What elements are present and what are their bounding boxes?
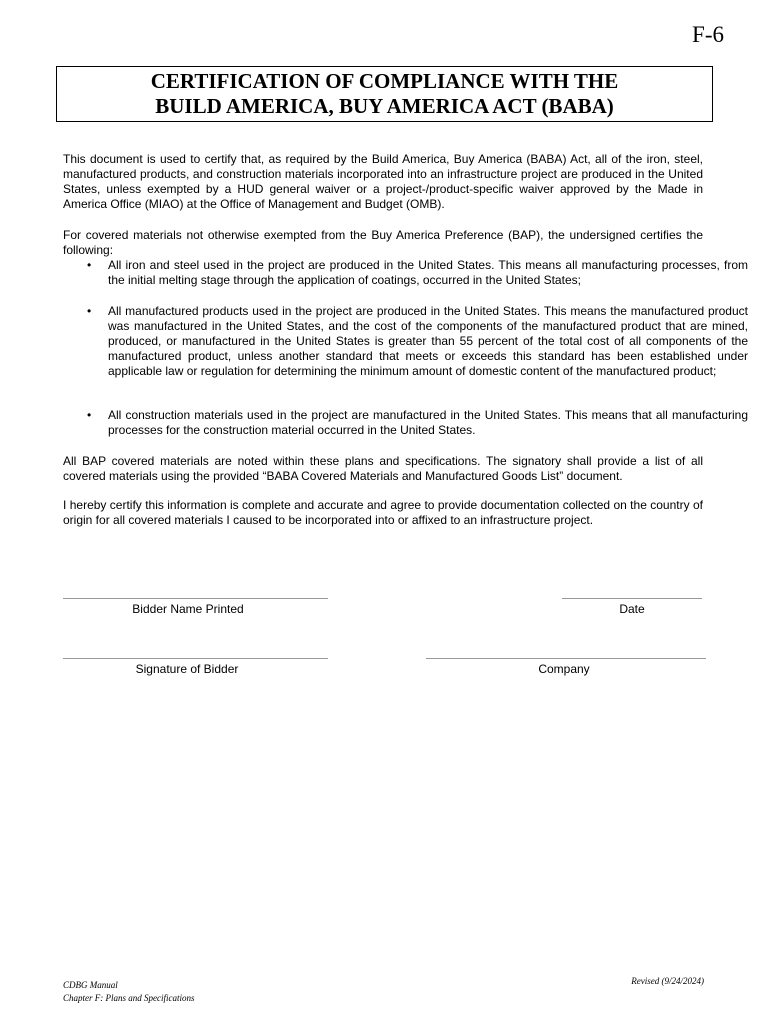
list-item bbox=[63, 304, 748, 379]
company-label: Company bbox=[538, 662, 590, 676]
date-label: Date bbox=[619, 602, 645, 616]
bidder-name-label: Bidder Name Printed bbox=[132, 602, 244, 616]
bullet-icon: • bbox=[87, 408, 92, 422]
noted-paragraph: All BAP covered materials are noted within these plans and specifications. The signatory shall provide a list of all covered materials using the provided “BABA Covered Materials and Manufactured Goods List” document. bbox=[63, 454, 703, 483]
signature-label: Signature of Bidder bbox=[135, 662, 239, 676]
date-line[interactable] bbox=[562, 598, 702, 599]
signature-line[interactable] bbox=[63, 658, 328, 659]
document-title bbox=[56, 66, 713, 122]
certify-paragraph: I hereby certify this information is complete and accurate and agree to provide documentation collected on the country of origin for all covered materials I caused to be incorporated into or affixed to an infrastructure project. bbox=[63, 498, 703, 527]
title-line-2: BUILD AMERICA, BUY AMERICA ACT (BABA) bbox=[155, 94, 614, 118]
title-line-1: CERTIFICATION OF COMPLIANCE WITH THE bbox=[150, 69, 619, 93]
covered-paragraph: For covered materials not otherwise exempted from the Buy America Preference (BAP), the undersigned certifies the following: bbox=[63, 228, 703, 257]
footer-revised: Revised (9/24/2024) bbox=[631, 976, 704, 986]
company-line[interactable] bbox=[426, 658, 706, 659]
page-number: F-6 bbox=[692, 22, 724, 47]
list-item-text: All manufactured products used in the project are produced in the United States. This means the manufactured product was manufactured in the United States, and the cost of the components of the manufactured product that are mined, produced, or manufactured in the United States is greater than 55 percent of the total cost of all components of the manufactured product, unless another standard that meets or exceeds this standard has been established under applicable law or regulation for determining the minimum amount of domestic content of the manufactured product; bbox=[108, 304, 748, 378]
footer-left bbox=[63, 979, 194, 1005]
bullet-icon: • bbox=[87, 258, 92, 272]
list-item-text: All construction materials used in the project are manufactured in the United States. This means that all manufacturing processes for the construction material occurred in the United States. bbox=[108, 408, 748, 437]
bullet-icon: • bbox=[87, 304, 92, 318]
intro-paragraph: This document is used to certify that, as required by the Build America, Buy America (BABA) Act, all of the iron, steel, manufactured products, and construction materials incorporated into an infrastructure project are produced in the United States, unless exempted by a HUD general waiver or a project-/product-specific waiver approved by the Made in America Office (MIAO) at the Office of Management and Budget (OMB). bbox=[63, 152, 703, 211]
footer-manual: CDBG Manual bbox=[63, 980, 118, 990]
footer-chapter: Chapter F: Plans and Specifications bbox=[63, 993, 195, 1003]
list-item bbox=[63, 258, 748, 288]
list-item-text: All iron and steel used in the project are produced in the United States. This means all manufacturing processes, from the initial melting stage through the application of coatings, occurred in the United States; bbox=[108, 258, 748, 287]
bidder-name-line[interactable] bbox=[63, 598, 328, 599]
list-item bbox=[63, 408, 748, 438]
